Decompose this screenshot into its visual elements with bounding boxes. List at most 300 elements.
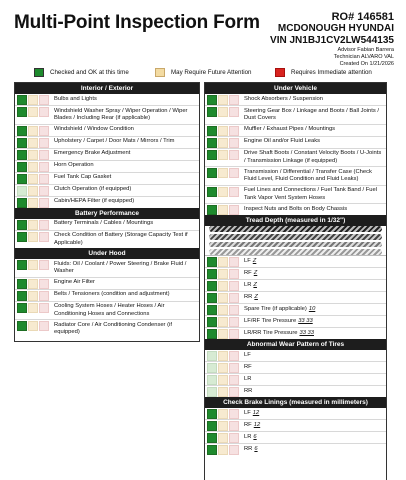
red-status-box[interactable] bbox=[229, 107, 239, 117]
red-status-box[interactable] bbox=[229, 375, 239, 385]
inspection-item-label: Windshield / Window Condition bbox=[54, 126, 134, 132]
yellow-status-box[interactable] bbox=[218, 187, 228, 197]
inspection-item-value: 6 bbox=[253, 433, 257, 440]
inspection-row bbox=[205, 204, 386, 215]
yellow-status-box[interactable] bbox=[218, 95, 228, 105]
inspection-item-text bbox=[51, 259, 199, 277]
status-boxes bbox=[15, 161, 51, 172]
yellow-status-box[interactable] bbox=[28, 162, 38, 172]
yellow-status-box[interactable] bbox=[28, 107, 38, 117]
inspection-item-label: LF/RF Tire Pressure bbox=[244, 317, 297, 324]
inspection-item-value: 6 bbox=[254, 445, 258, 452]
inspection-item-label: Spare Tire (if applicable) bbox=[244, 305, 307, 312]
inspection-row bbox=[205, 94, 386, 106]
legend-red bbox=[275, 68, 372, 77]
inspection-row bbox=[15, 185, 199, 197]
inspection-row bbox=[205, 420, 386, 432]
yellow-status-box[interactable] bbox=[28, 279, 38, 289]
status-boxes bbox=[205, 106, 241, 117]
status-boxes bbox=[205, 94, 241, 105]
green-status-box[interactable] bbox=[17, 126, 27, 136]
status-boxes bbox=[205, 204, 241, 215]
battery-header: Battery Performance bbox=[15, 208, 199, 219]
inspection-item-label: LF bbox=[244, 409, 251, 416]
inspection-item-value: 12 bbox=[253, 421, 261, 428]
legend-yellow-label: May Require Future Attention bbox=[171, 69, 252, 76]
inspection-row bbox=[15, 259, 199, 278]
status-boxes bbox=[205, 432, 241, 443]
status-boxes bbox=[205, 167, 241, 178]
green-status-box[interactable] bbox=[207, 126, 217, 136]
inspection-row bbox=[15, 137, 199, 149]
inspection-item-text bbox=[241, 420, 262, 430]
inspection-item-text bbox=[241, 386, 254, 396]
green-status-box[interactable] bbox=[207, 150, 217, 160]
green-status-box[interactable] bbox=[17, 220, 27, 230]
inspection-item-label: Fuel Tank Cap Gasket bbox=[54, 174, 112, 180]
inspection-item-text bbox=[241, 292, 260, 302]
red-status-box[interactable] bbox=[39, 232, 49, 242]
inspection-item-text bbox=[51, 94, 99, 104]
green-status-box[interactable] bbox=[17, 162, 27, 172]
red-swatch bbox=[275, 68, 285, 77]
yellow-status-box[interactable] bbox=[218, 317, 228, 327]
green-status-box[interactable] bbox=[17, 321, 27, 331]
green-status-box[interactable] bbox=[17, 95, 27, 105]
inspection-item-label: Clutch Operation (if equipped) bbox=[54, 186, 132, 192]
inspection-row bbox=[205, 362, 386, 374]
inspection-row bbox=[15, 125, 199, 137]
inspection-item-label: RF bbox=[244, 421, 252, 428]
yellow-status-box[interactable] bbox=[218, 126, 228, 136]
tread-depth-list bbox=[205, 256, 386, 339]
green-status-box[interactable] bbox=[207, 445, 217, 455]
status-boxes bbox=[15, 173, 51, 184]
inspection-row bbox=[205, 268, 386, 280]
inspection-row bbox=[15, 106, 199, 125]
inspection-item-text bbox=[241, 137, 322, 147]
green-status-box[interactable] bbox=[17, 174, 27, 184]
under-hood-list bbox=[15, 259, 199, 338]
green-status-box[interactable] bbox=[17, 232, 27, 242]
yellow-status-box[interactable] bbox=[218, 150, 228, 160]
inspection-row bbox=[15, 320, 199, 338]
yellow-status-box[interactable] bbox=[218, 421, 228, 431]
inspection-row bbox=[205, 167, 386, 186]
status-boxes bbox=[205, 350, 241, 361]
inspection-item-text bbox=[241, 94, 325, 104]
green-status-box[interactable] bbox=[17, 198, 27, 208]
red-status-box[interactable] bbox=[229, 305, 239, 315]
green-status-box[interactable] bbox=[207, 168, 217, 178]
ro-info bbox=[224, 11, 394, 68]
inspection-item-text bbox=[241, 432, 259, 442]
status-boxes bbox=[15, 197, 51, 208]
inspection-item-text bbox=[241, 256, 258, 266]
inspection-item-label: RR bbox=[244, 293, 253, 300]
legend-green-label: Checked and OK at this time bbox=[50, 69, 129, 76]
inspection-item-text bbox=[241, 328, 316, 338]
green-status-box[interactable] bbox=[17, 150, 27, 160]
yellow-status-box[interactable] bbox=[28, 186, 38, 196]
green-status-box[interactable] bbox=[207, 293, 217, 303]
green-status-box[interactable] bbox=[207, 205, 217, 215]
red-status-box[interactable] bbox=[39, 198, 49, 208]
inspection-item-label: Emergency Brake Adjustment bbox=[54, 150, 131, 156]
inspection-item-value: 33 33 bbox=[298, 317, 313, 324]
inspection-item-value: 10 bbox=[308, 305, 316, 312]
red-status-box[interactable] bbox=[229, 433, 239, 443]
yellow-status-box[interactable] bbox=[218, 138, 228, 148]
red-status-box[interactable] bbox=[229, 409, 239, 419]
inspection-item-text bbox=[51, 106, 199, 124]
yellow-status-box[interactable] bbox=[218, 375, 228, 385]
technician-name: Technician ALVARO VAL bbox=[333, 54, 394, 60]
green-status-box[interactable] bbox=[207, 317, 217, 327]
status-boxes bbox=[15, 302, 51, 313]
status-boxes bbox=[15, 219, 51, 230]
green-status-box[interactable] bbox=[207, 375, 217, 385]
green-status-box[interactable] bbox=[207, 95, 217, 105]
green-status-box[interactable] bbox=[207, 409, 217, 419]
battery-list bbox=[15, 219, 199, 249]
tread-bar-1 bbox=[209, 226, 382, 232]
green-status-box[interactable] bbox=[207, 187, 217, 197]
brake-linings-list bbox=[205, 408, 386, 455]
inspection-row bbox=[205, 328, 386, 339]
inspection-item-label: Windshield Washer Spray / Wiper Operation / Wiper Blades / Including Rear (if applicable) bbox=[54, 107, 188, 121]
status-boxes bbox=[205, 408, 241, 419]
interior-exterior-list bbox=[15, 94, 199, 208]
status-boxes bbox=[15, 106, 51, 117]
inspection-item-label: LR bbox=[244, 433, 252, 440]
green-status-box[interactable] bbox=[17, 303, 27, 313]
green-status-box[interactable] bbox=[17, 186, 27, 196]
inspection-item-text bbox=[241, 106, 386, 124]
inspection-item-label: RF bbox=[244, 363, 252, 370]
status-boxes bbox=[15, 259, 51, 270]
inspection-item-text bbox=[51, 185, 133, 195]
yellow-status-box[interactable] bbox=[28, 126, 38, 136]
inspection-item-label: Radiator Core / Air Conditioning Condenser (if equipped) bbox=[54, 321, 172, 335]
green-status-box[interactable] bbox=[207, 329, 217, 339]
yellow-status-box[interactable] bbox=[28, 220, 38, 230]
inspection-item-text bbox=[241, 149, 386, 167]
yellow-status-box[interactable] bbox=[28, 138, 38, 148]
yellow-status-box[interactable] bbox=[218, 168, 228, 178]
red-status-box[interactable] bbox=[39, 321, 49, 331]
green-status-box[interactable] bbox=[207, 257, 217, 267]
inspection-row bbox=[205, 137, 386, 149]
inspection-row bbox=[205, 374, 386, 386]
inspection-item-text bbox=[51, 161, 96, 171]
yellow-status-box[interactable] bbox=[218, 409, 228, 419]
status-boxes bbox=[205, 386, 241, 397]
inspection-row bbox=[205, 106, 386, 125]
status-boxes bbox=[205, 268, 241, 279]
inspection-item-label: Transmission / Differential / Transfer Case (Check Fluid Level, Fluid Condition and Fluid Leaks) bbox=[244, 168, 372, 182]
red-status-box[interactable] bbox=[229, 95, 239, 105]
status-boxes bbox=[15, 278, 51, 289]
inspection-row bbox=[205, 149, 386, 168]
inspection-row bbox=[15, 290, 199, 302]
yellow-status-box[interactable] bbox=[218, 107, 228, 117]
inspection-item-text bbox=[241, 204, 349, 214]
green-status-box[interactable] bbox=[17, 138, 27, 148]
inspection-item-text bbox=[51, 173, 113, 183]
green-status-box[interactable] bbox=[17, 260, 27, 270]
brake-linings-header: Check Brake Linings (measured in millimeters) bbox=[205, 397, 386, 408]
created-date: Created On 1/21/2026 bbox=[339, 61, 394, 67]
yellow-status-box[interactable] bbox=[218, 387, 228, 397]
status-boxes bbox=[205, 316, 241, 327]
inspection-item-label: Fluids: Oil / Coolant / Power Steering / Brake Fluid / Washer bbox=[54, 260, 187, 274]
inspection-row bbox=[205, 280, 386, 292]
red-status-box[interactable] bbox=[229, 387, 239, 397]
status-boxes bbox=[15, 231, 51, 242]
green-status-box[interactable] bbox=[207, 281, 217, 291]
inspection-item-label: RR bbox=[244, 387, 253, 394]
inspection-row bbox=[205, 256, 386, 268]
red-status-box[interactable] bbox=[229, 421, 239, 431]
inspection-item-label: LF bbox=[244, 351, 251, 358]
green-status-box[interactable] bbox=[207, 387, 217, 397]
inspection-item-text bbox=[241, 280, 259, 290]
status-boxes bbox=[15, 94, 51, 105]
inspection-item-label: Belts / Tensioners (condition and adjustment) bbox=[54, 291, 170, 297]
inspection-row bbox=[15, 161, 199, 173]
yellow-status-box[interactable] bbox=[28, 321, 38, 331]
inspection-row bbox=[205, 292, 386, 304]
interior-exterior-header: Interior / Exterior bbox=[15, 83, 199, 94]
inspection-item-label: Engine Oil and/or Fluid Leaks bbox=[244, 138, 321, 144]
status-boxes bbox=[15, 290, 51, 301]
inspection-row bbox=[15, 197, 199, 208]
red-status-box[interactable] bbox=[39, 303, 49, 313]
yellow-status-box[interactable] bbox=[28, 232, 38, 242]
inspection-row bbox=[205, 408, 386, 420]
status-boxes bbox=[205, 186, 241, 197]
inspection-item-label: Check Condition of Battery (Storage Capacity Test if Applicable) bbox=[54, 232, 188, 246]
inspection-row bbox=[15, 231, 199, 249]
inspection-row bbox=[15, 173, 199, 185]
red-status-box[interactable] bbox=[229, 168, 239, 178]
inspection-row bbox=[205, 350, 386, 362]
inspection-row bbox=[205, 386, 386, 397]
yellow-status-box[interactable] bbox=[218, 281, 228, 291]
yellow-swatch bbox=[155, 68, 165, 77]
yellow-status-box[interactable] bbox=[28, 198, 38, 208]
vin-number: VIN JN1BJ1CV2LW544135 bbox=[270, 35, 394, 46]
red-status-box[interactable] bbox=[39, 260, 49, 270]
inspection-row bbox=[205, 444, 386, 455]
red-status-box[interactable] bbox=[229, 281, 239, 291]
red-status-box[interactable] bbox=[229, 150, 239, 160]
inspection-item-text bbox=[51, 219, 155, 229]
red-status-box[interactable] bbox=[229, 317, 239, 327]
red-status-box[interactable] bbox=[229, 138, 239, 148]
green-status-box[interactable] bbox=[17, 279, 27, 289]
red-status-box[interactable] bbox=[229, 257, 239, 267]
inspection-row bbox=[205, 432, 386, 444]
inspection-row bbox=[205, 304, 386, 316]
status-boxes bbox=[15, 125, 51, 136]
status-boxes bbox=[205, 137, 241, 148]
status-boxes bbox=[205, 420, 241, 431]
status-boxes bbox=[205, 256, 241, 267]
status-boxes bbox=[205, 304, 241, 315]
inspection-item-text bbox=[241, 186, 386, 204]
yellow-status-box[interactable] bbox=[218, 205, 228, 215]
inspection-item-text bbox=[241, 408, 261, 418]
green-status-box[interactable] bbox=[207, 351, 217, 361]
yellow-status-box[interactable] bbox=[28, 303, 38, 313]
inspection-item-value: Z bbox=[253, 269, 258, 276]
inspection-row bbox=[15, 149, 199, 161]
status-boxes bbox=[205, 362, 241, 373]
red-status-box[interactable] bbox=[229, 187, 239, 197]
legend-yellow bbox=[155, 68, 251, 77]
inspection-item-value: Z bbox=[254, 293, 258, 300]
inspection-item-label: Drive Shaft Boots / Constant Velocity Boots / U-Joints / Transmission Linkage (if equipped) bbox=[244, 150, 382, 164]
green-status-box[interactable] bbox=[207, 363, 217, 373]
yellow-status-box[interactable] bbox=[218, 293, 228, 303]
inspection-item-label: Inspect Nuts and Bolts on Body Chassis bbox=[244, 205, 348, 212]
red-status-box[interactable] bbox=[39, 220, 49, 230]
inspection-item-label: Cabin/HEPA Filter (if equipped) bbox=[54, 198, 135, 204]
under-vehicle-header: Under Vehicle bbox=[205, 83, 386, 94]
inspection-row bbox=[205, 186, 386, 205]
green-status-box[interactable] bbox=[207, 269, 217, 279]
inspection-item-label: RF bbox=[244, 269, 252, 276]
status-boxes bbox=[15, 320, 51, 331]
yellow-status-box[interactable] bbox=[218, 445, 228, 455]
red-status-box[interactable] bbox=[229, 269, 239, 279]
green-status-box[interactable] bbox=[207, 305, 217, 315]
red-status-box[interactable] bbox=[39, 279, 49, 289]
inspection-row bbox=[15, 278, 199, 290]
yellow-status-box[interactable] bbox=[28, 260, 38, 270]
ro-number: RO# 146581 bbox=[331, 11, 394, 23]
red-status-box[interactable] bbox=[39, 107, 49, 117]
yellow-status-box[interactable] bbox=[218, 257, 228, 267]
red-status-box[interactable] bbox=[39, 291, 49, 301]
under-hood-header: Under Hood bbox=[15, 248, 199, 259]
inspection-item-text bbox=[51, 197, 136, 207]
inspection-item-label: Shock Absorbers / Suspension bbox=[244, 95, 323, 102]
yellow-status-box[interactable] bbox=[218, 329, 228, 339]
red-status-box[interactable] bbox=[229, 293, 239, 303]
inspection-item-text bbox=[51, 125, 136, 135]
inspection-item-label: LR/RR Tire Pressure bbox=[244, 329, 298, 336]
left-column bbox=[14, 82, 200, 342]
right-column bbox=[204, 82, 387, 480]
inspection-item-text bbox=[51, 320, 199, 338]
red-status-box[interactable] bbox=[39, 186, 49, 196]
inspection-item-value: 33 33 bbox=[299, 329, 314, 336]
wear-pattern-list bbox=[205, 350, 386, 397]
inspection-item-label: Cooling System Hoses / Heater Hoses / Air Conditioning Hoses and Connections bbox=[54, 303, 165, 317]
green-status-box[interactable] bbox=[207, 421, 217, 431]
inspection-item-label: Upholstery / Carpet / Door Mats / Mirrors / Trim bbox=[54, 138, 175, 144]
form-title: Multi-Point Inspection Form bbox=[14, 12, 260, 33]
yellow-status-box[interactable] bbox=[218, 351, 228, 361]
inspection-row bbox=[15, 94, 199, 106]
yellow-status-box[interactable] bbox=[218, 305, 228, 315]
status-boxes bbox=[205, 280, 241, 291]
inspection-row bbox=[205, 316, 386, 328]
yellow-status-box[interactable] bbox=[218, 269, 228, 279]
red-status-box[interactable] bbox=[229, 126, 239, 136]
red-status-box[interactable] bbox=[229, 351, 239, 361]
inspection-item-label: Horn Operation bbox=[54, 162, 94, 168]
status-boxes bbox=[15, 149, 51, 160]
red-status-box[interactable] bbox=[39, 174, 49, 184]
red-status-box[interactable] bbox=[39, 95, 49, 105]
advisor-name: Advisor Fabian Barrera bbox=[337, 47, 394, 53]
green-status-box[interactable] bbox=[207, 433, 217, 443]
red-status-box[interactable] bbox=[39, 150, 49, 160]
tread-bar-2 bbox=[209, 234, 382, 240]
yellow-status-box[interactable] bbox=[28, 291, 38, 301]
inspection-item-text bbox=[51, 290, 172, 300]
status-legend bbox=[34, 68, 394, 78]
red-status-box[interactable] bbox=[229, 363, 239, 373]
legend-green bbox=[34, 68, 129, 77]
tread-depth-header: Tread Depth (measured in 1/32") bbox=[205, 215, 386, 226]
inspection-item-label: LR bbox=[244, 281, 252, 288]
tread-depth-graphic bbox=[205, 226, 386, 256]
yellow-status-box[interactable] bbox=[28, 95, 38, 105]
red-status-box[interactable] bbox=[229, 329, 239, 339]
inspection-item-text bbox=[241, 125, 337, 135]
status-boxes bbox=[15, 137, 51, 148]
green-status-box[interactable] bbox=[17, 291, 27, 301]
inspection-item-text bbox=[241, 374, 253, 384]
inspection-item-label: Fuel Lines and Connections / Fuel Tank Band / Fuel Tank Vapor Vent System Hoses bbox=[244, 187, 377, 201]
inspection-item-label: LF bbox=[244, 257, 251, 264]
status-boxes bbox=[205, 125, 241, 136]
red-status-box[interactable] bbox=[229, 445, 239, 455]
red-status-box[interactable] bbox=[229, 205, 239, 215]
tread-bar-4 bbox=[209, 249, 382, 255]
status-boxes bbox=[205, 374, 241, 385]
inspection-item-text bbox=[51, 231, 199, 249]
red-status-box[interactable] bbox=[39, 162, 49, 172]
yellow-status-box[interactable] bbox=[28, 150, 38, 160]
inspection-item-text bbox=[241, 268, 259, 278]
green-status-box[interactable] bbox=[207, 107, 217, 117]
status-boxes bbox=[205, 149, 241, 160]
status-boxes bbox=[205, 292, 241, 303]
inspection-item-text bbox=[241, 167, 386, 185]
yellow-status-box[interactable] bbox=[218, 433, 228, 443]
yellow-status-box[interactable] bbox=[218, 363, 228, 373]
yellow-status-box[interactable] bbox=[28, 174, 38, 184]
green-status-box[interactable] bbox=[207, 138, 217, 148]
inspection-item-text bbox=[51, 278, 97, 288]
red-status-box[interactable] bbox=[39, 138, 49, 148]
inspection-row bbox=[15, 219, 199, 231]
wear-pattern-header: Abnormal Wear Pattern of Tires bbox=[205, 339, 386, 350]
inspection-item-label: Muffler / Exhaust Pipes / Mountings bbox=[244, 126, 336, 132]
red-status-box[interactable] bbox=[39, 126, 49, 136]
inspection-item-text bbox=[51, 137, 176, 147]
inspection-item-text bbox=[241, 304, 317, 314]
green-status-box[interactable] bbox=[17, 107, 27, 117]
inspection-item-label: RR bbox=[244, 445, 253, 452]
dealer-name: MCDONOUGH HYUNDAI bbox=[277, 23, 394, 34]
